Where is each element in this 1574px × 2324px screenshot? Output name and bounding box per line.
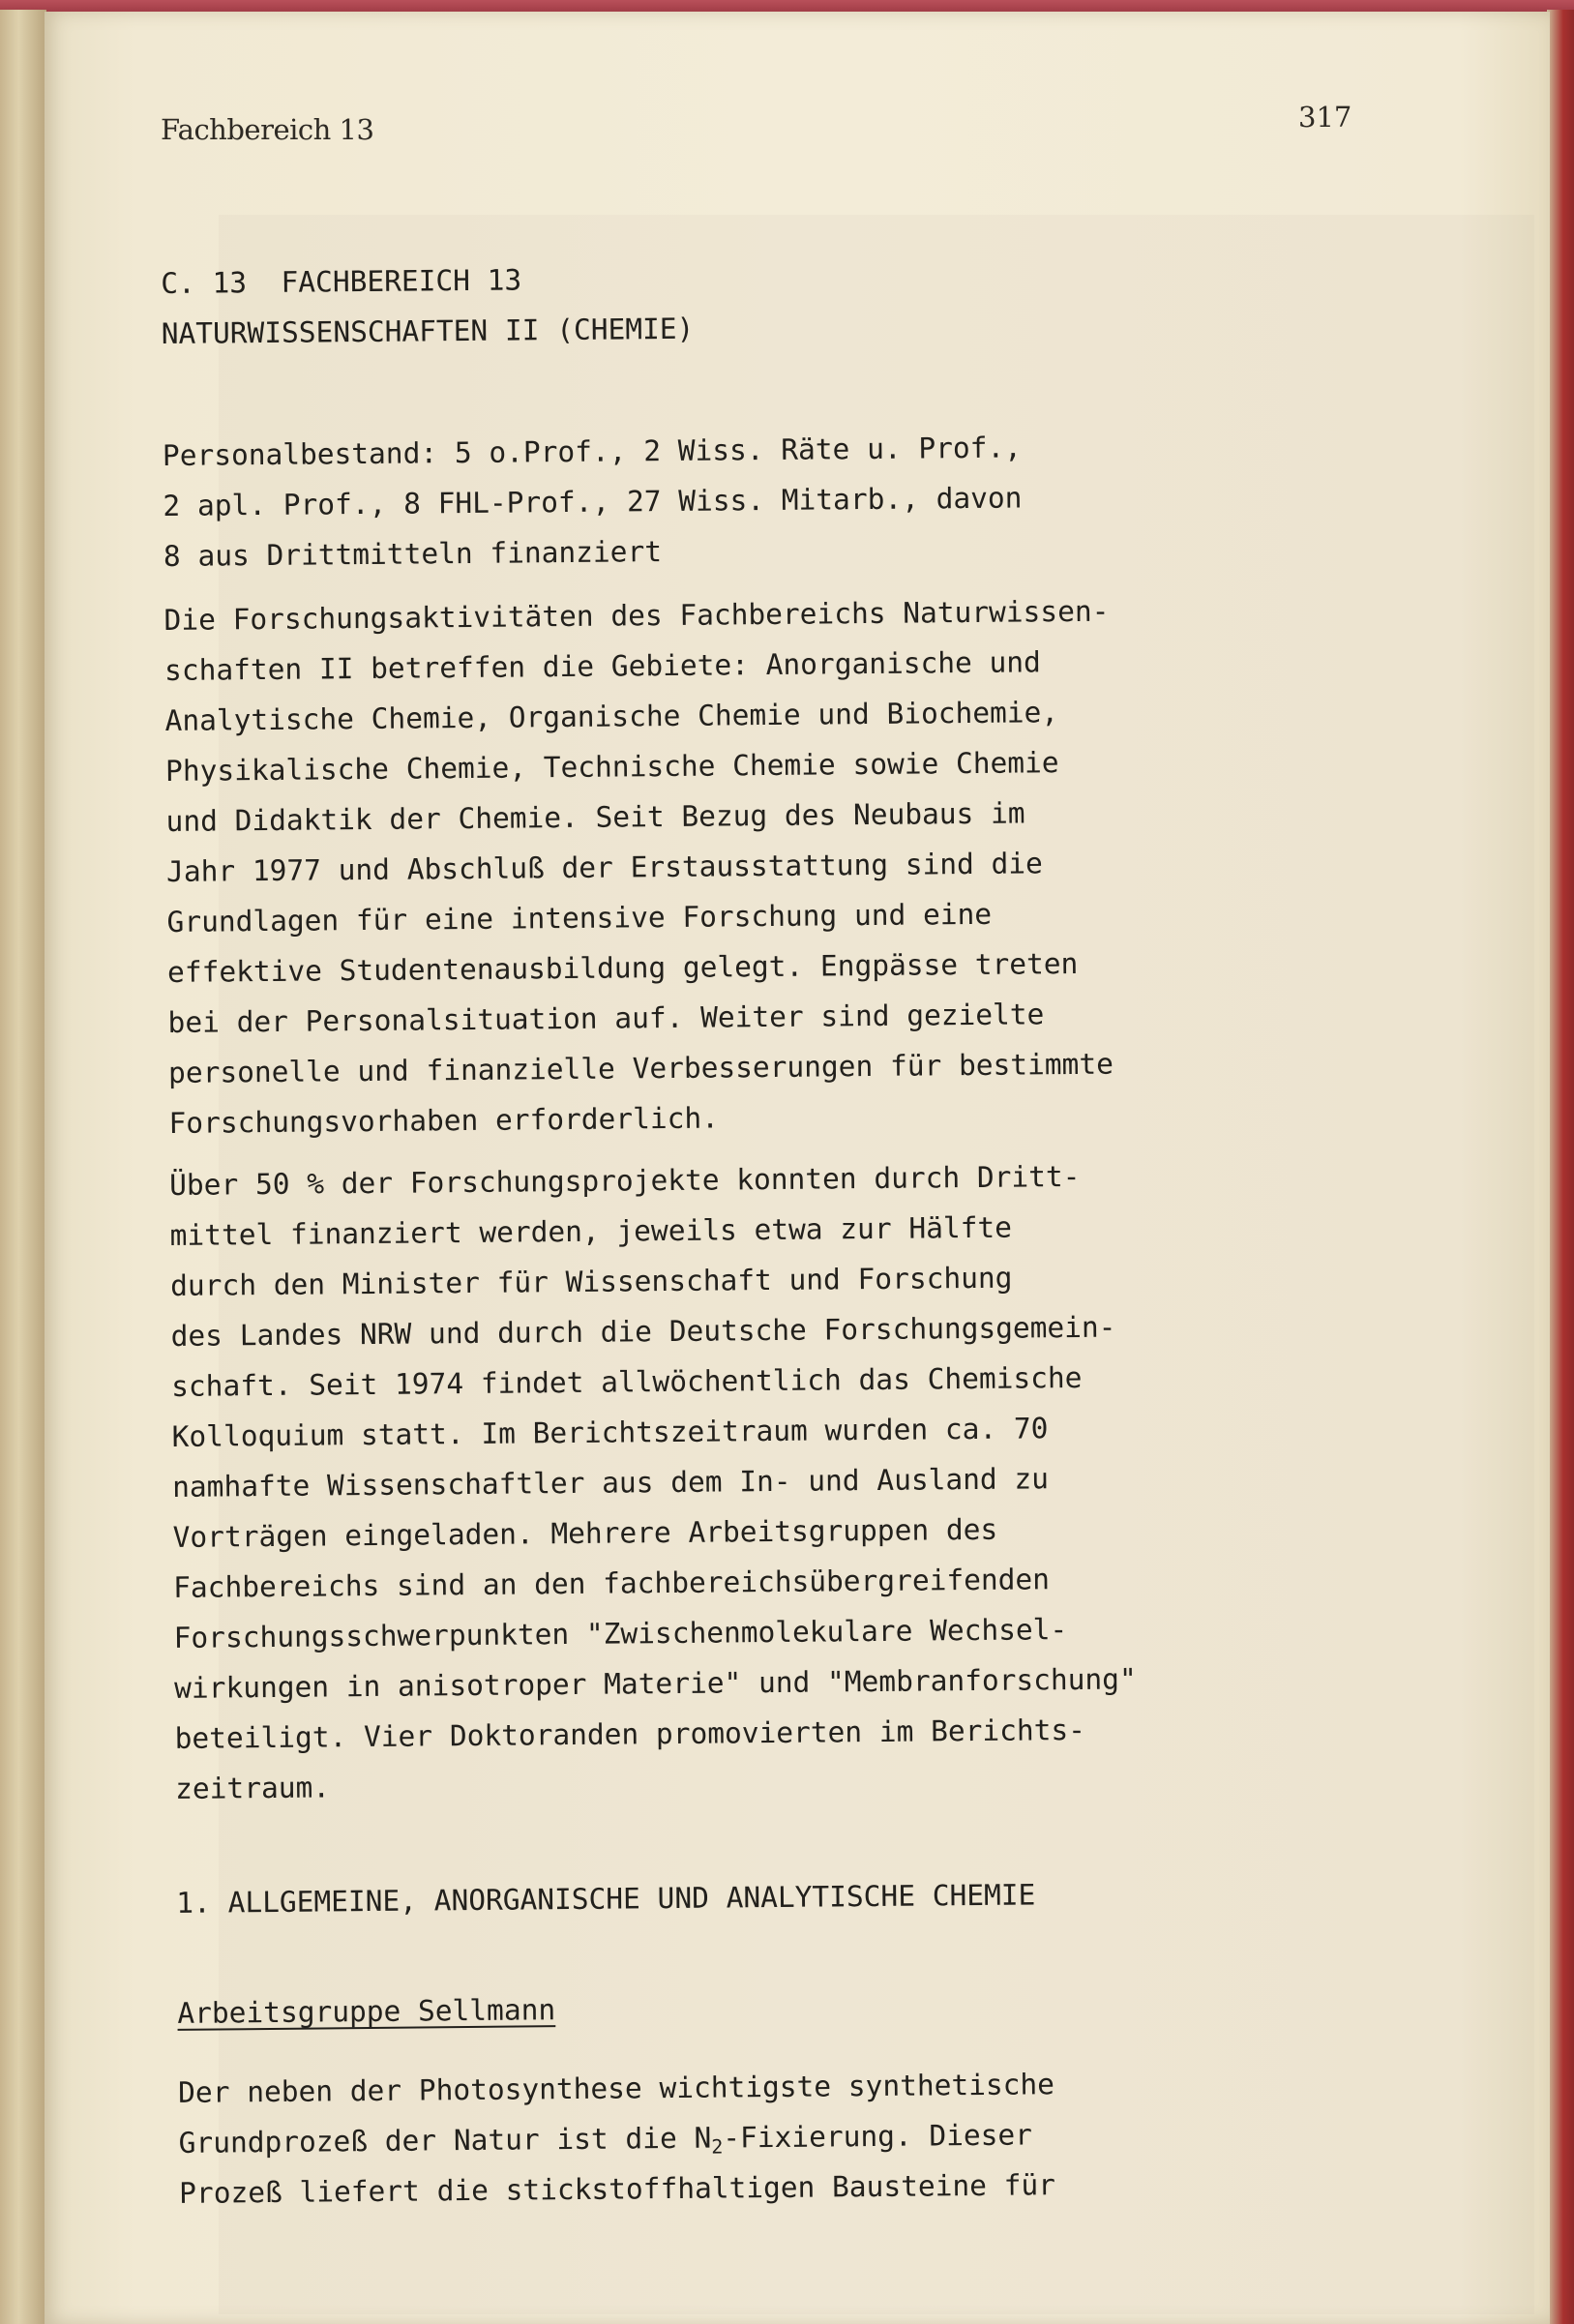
text-line: Physikalische Chemie, Technische Chemie sowie Chemie: [164, 746, 1059, 788]
group-heading: [177, 1976, 1435, 2038]
section-heading: [176, 1865, 1434, 1927]
subscript: 2: [711, 2134, 724, 2159]
text-line: Über 50 % der Forschungsprojekte konnten durch Dritt-: [169, 1159, 1081, 1202]
text-line: namhafte Wissenschaftler aus dem In- und Ausland zu: [172, 1462, 1050, 1504]
text-line: Prozeß liefert die stickstoffhaltigen Bausteine für: [179, 2168, 1056, 2210]
chapter-heading-line: NATURWISSENSCHAFTEN II (CHEMIE): [161, 312, 695, 350]
text-line: zeitraum.: [175, 1771, 331, 1805]
text-line: schaft. Seit 1974 findet allwöchentlich das Chemische: [171, 1360, 1083, 1403]
text-line: schaften II betreffen die Gebiete: Anorganische und: [163, 645, 1042, 687]
text-line: effektive Studentenausbildung gelegt. Engpässe treten: [166, 946, 1079, 989]
text-line: mittel finanziert werden, jeweils etwa zur Hälfte: [169, 1210, 1013, 1252]
text-line: beteiligt. Vier Doktoranden promovierten im Berichts-: [174, 1713, 1086, 1755]
text-line: und Didaktik der Chemie. Seit Bezug des Neubaus im: [165, 796, 1025, 838]
chapter-heading: [161, 247, 1419, 359]
section-heading-text: 1. ALLGEMEINE, ANORGANISCHE UND ANALYTISCHE CHEMIE: [176, 1878, 1036, 1920]
text-line: 8 aus Drittmitteln finanziert: [163, 535, 663, 573]
text-line: Der neben der Photosynthese wichtigste synthetische: [178, 2068, 1055, 2109]
paragraph-funding: [169, 1147, 1433, 1813]
text-segment: -Fixierung. Dieser: [723, 2118, 1033, 2155]
text-line: personelle und finanzielle Verbesserungen für bestimmte: [167, 1047, 1114, 1089]
text-line: Forschungsvorhaben erforderlich.: [168, 1101, 720, 1140]
chapter-heading-line: C. 13 FACHBEREICH 13: [161, 263, 522, 300]
text-line: Vorträgen eingeladen. Mehrere Arbeitsgruppen des: [172, 1512, 998, 1554]
group-heading-text: Arbeitsgruppe Sellmann: [177, 1993, 556, 2030]
text-line: Die Forschungsaktivitäten des Fachbereichs Naturwissen-: [163, 594, 1110, 637]
text-line: Personalbestand: 5 o.Prof., 2 Wiss. Räte u. Prof.,: [162, 431, 1023, 472]
text-line: bei der Personalsituation auf. Weiter sind gezielte: [167, 998, 1045, 1039]
page-number: 317: [1298, 101, 1352, 134]
text-line: Forschungsschwerpunkten "Zwischenmolekulare Wechsel-: [173, 1613, 1068, 1654]
text-line: Analytische Chemie, Organische Chemie und Biochemie,: [164, 696, 1059, 737]
text-line: Fachbereichs sind an den fachbereichsübergreifenden: [173, 1563, 1051, 1604]
text-line: 2 apl. Prof., 8 FHL-Prof., 27 Wiss. Mitarb., davon: [163, 481, 1023, 522]
page-content: [161, 247, 1437, 2219]
text-line: Kolloquium statt. Im Berichtszeitraum wurden ca. 70: [171, 1412, 1049, 1453]
book-page: [45, 12, 1550, 2324]
paragraph-fixation: [178, 2055, 1437, 2218]
text-line: durch den Minister für Wissenschaft und Forschung: [170, 1261, 1013, 1302]
text-line: des Landes NRW und durch die Deutsche Forschungsgemein-: [170, 1310, 1116, 1353]
running-head: Fachbereich 13: [161, 113, 374, 146]
text-line: wirkungen in anisotroper Materie" und "Membranforschung": [174, 1662, 1137, 1705]
book-fore-edge: [1547, 10, 1574, 2324]
book-gutter: [0, 10, 46, 2324]
personnel-summary: [163, 419, 1421, 581]
paragraph-research-areas: [163, 583, 1426, 1148]
text-line: Grundlagen für eine intensive Forschung und eine: [166, 897, 993, 939]
text-segment: Grundprozeß der Natur ist die N: [178, 2121, 712, 2160]
text-line: Jahr 1977 und Abschluß der Erstausstattung sind die: [165, 847, 1044, 888]
